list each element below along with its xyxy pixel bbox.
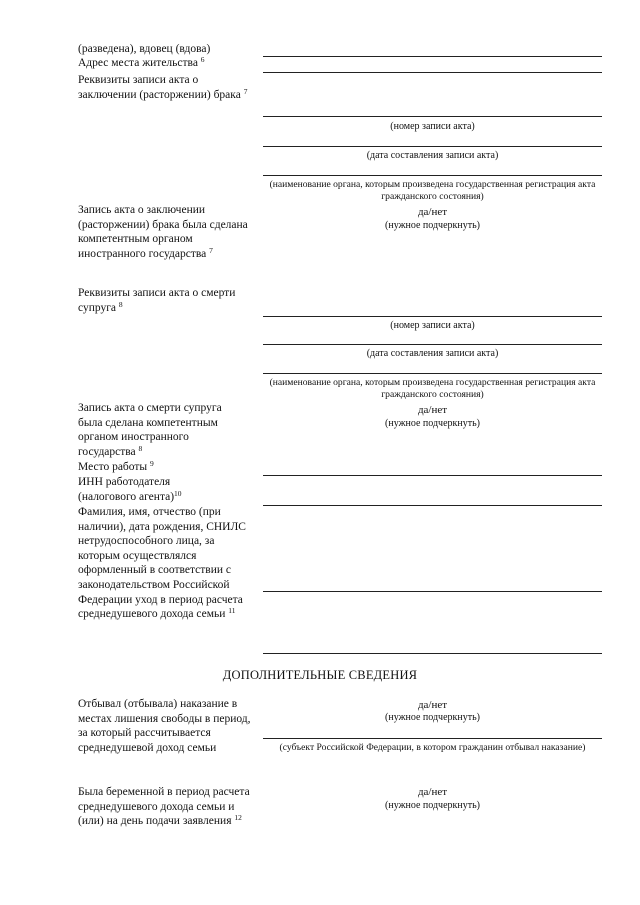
label-death-foreign: Запись акта о смерти супруга была сделана компетентным органом иностранного государства $^8$ xyxy=(78,402,222,458)
pregnancy-hint: (нужное подчеркнуть) xyxy=(385,800,480,811)
workplace-line[interactable] xyxy=(263,475,602,476)
death-foreign-hint: (нужное подчеркнуть) xyxy=(385,418,480,429)
death-foreign-yes-no[interactable]: да/нет xyxy=(417,404,448,416)
label-marital-status-tail: (разведена), вдовец (вдова) xyxy=(78,43,211,55)
marriage-foreign-yes-no[interactable]: да/нет xyxy=(417,206,448,218)
label-imprisonment: Отбывал (отбывала) наказание в местах лишения свободы в период, за который рассчитывается среднедушевой доход семьи xyxy=(78,698,251,754)
imprisonment-yes-no[interactable]: да/нет xyxy=(417,699,448,711)
section-title: ДОПОЛНИТЕЛЬНЫЕ СВЕДЕНИЯ xyxy=(222,668,418,682)
marriage-issuing-body-line[interactable] xyxy=(263,175,602,176)
marital-status-line[interactable] xyxy=(263,56,602,57)
label-address: Адрес места жительства $^6$ xyxy=(78,55,205,69)
caregiver-line-1[interactable] xyxy=(263,591,602,592)
caption-federal-subject: (субъект Российской Федерации, в котором гражданин отбывал наказание) xyxy=(279,742,586,753)
caption-issuing-body: (наименование органа, которым произведена государственная регистрация акта гражданского состояния) xyxy=(269,179,596,202)
label-marriage-record: Реквизиты записи акта о заключении (расторжении) брака $^7$ xyxy=(78,74,248,101)
label-workplace: Место работы $^9$ xyxy=(78,459,154,473)
employer-inn-line[interactable] xyxy=(263,505,602,506)
caption-record-number: (номер записи акта) xyxy=(390,121,475,132)
federal-subject-line[interactable] xyxy=(263,738,602,739)
label-death-record: Реквизиты записи акта о смерти супруга $^8$ xyxy=(78,287,236,314)
label-employer-inn: ИНН работодателя (налогового агента)$^{10}$ xyxy=(78,476,182,503)
caregiver-line-2[interactable] xyxy=(263,653,602,654)
caption-death-record-date: (дата составления записи акта) xyxy=(366,348,499,359)
imprisonment-hint: (нужное подчеркнуть) xyxy=(385,712,480,723)
label-marriage-foreign: Запись акта о заключении (расторжении) брака была сделана компетентным органом иностранного государства $^7$ xyxy=(78,204,248,260)
marriage-record-number-line[interactable] xyxy=(263,116,602,117)
address-line[interactable] xyxy=(263,72,602,73)
death-issuing-body-line[interactable] xyxy=(263,373,602,374)
label-caregiver: Фамилия, имя, отчество (при наличии), дата рождения, СНИЛС нетрудоспособного лица, за которым осуществлялся оформленный в соответствии с законодательством Российской Федерации уход в период расчета среднедушевого дохода семьи $^{11}$ xyxy=(78,506,246,621)
death-record-number-line[interactable] xyxy=(263,316,602,317)
death-record-date-line[interactable] xyxy=(263,344,602,345)
marriage-foreign-hint: (нужное подчеркнуть) xyxy=(385,220,480,231)
caption-record-date: (дата составления записи акта) xyxy=(366,150,499,161)
marriage-record-date-line[interactable] xyxy=(263,146,602,147)
pregnancy-yes-no[interactable]: да/нет xyxy=(417,786,448,798)
label-pregnancy: Была беременной в период расчета среднедушевого дохода семьи и (или) на день подачи заявления $^{12}$ xyxy=(78,786,250,828)
caption-death-record-number: (номер записи акта) xyxy=(390,320,475,331)
caption-death-issuing-body: (наименование органа, которым произведена государственная регистрация акта гражданского состояния) xyxy=(269,377,596,400)
